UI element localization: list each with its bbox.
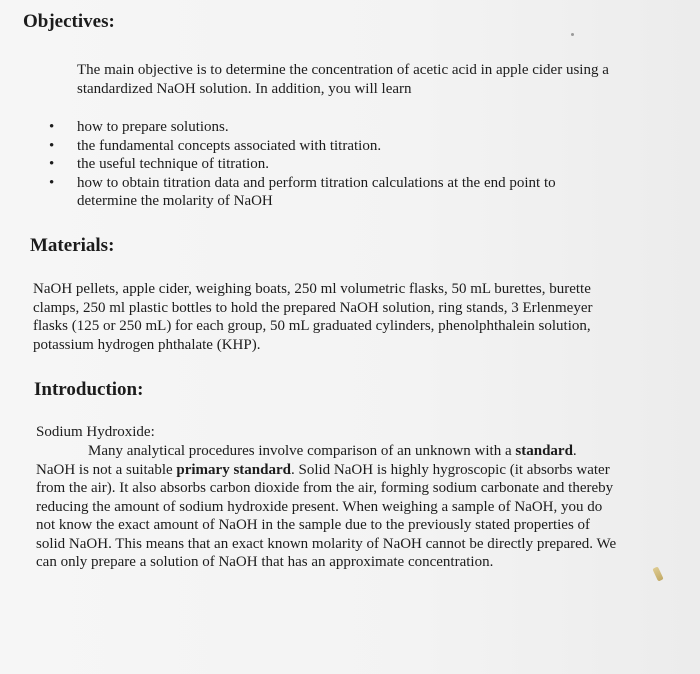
paragraph-text: Many analytical procedures involve comparison of an unknown with a xyxy=(88,443,512,459)
list-item xyxy=(40,174,640,211)
bullet-icon: • xyxy=(49,156,55,172)
bullet-icon: • xyxy=(49,137,55,154)
list-item xyxy=(40,137,640,156)
list-item-text: the useful technique of titration. xyxy=(77,156,270,172)
pencil-mark xyxy=(652,566,663,581)
introduction-paragraph xyxy=(36,442,618,572)
bold-term-primary-standard: primary standard xyxy=(176,461,291,478)
objectives-intro: The main objective is to determine the concentration of acetic acid in apple cider using a standardized NaOH solution. In addition, you will learn xyxy=(77,62,609,97)
paragraph-text: . Solid NaOH is highly hygroscopic (it absorbs water from the air). It also absorbs carbon dioxide from the air, forming sodium carbonate and thereby reducing the amount of sodium hydroxide present. When weighing a sample of NaOH, you do not know the exact amount of NaOH in the sample due to the previously stated properties of solid NaOH. This means that an exact known molarity of NaOH cannot be directly prepared. We can only prepare a solution of NaOH that has an approximate concentration. xyxy=(36,461,617,570)
objectives-list xyxy=(40,118,640,211)
list-item xyxy=(40,118,640,137)
bullet-icon: • xyxy=(49,119,55,135)
materials-heading: Materials: xyxy=(30,235,115,256)
list-item-text: how to prepare solutions. xyxy=(77,119,229,135)
list-item xyxy=(40,155,640,174)
list-item-text: how to obtain titration data and perform titration calculations at the end point to determine the molarity of NaOH xyxy=(77,174,556,209)
speck xyxy=(571,33,574,36)
bold-term-standard: standard xyxy=(515,443,573,459)
objectives-heading: Objectives: xyxy=(23,11,115,32)
bullet-icon: • xyxy=(49,174,55,191)
materials-text: NaOH pellets, apple cider, weighing boats, 250 ml volumetric flasks, 50 mL burettes, burette clamps, 250 ml plastic bottles to hold the prepared NaOH solution, ring stands, 3 Erlenmeyer flasks (125 or 250 mL) for each group, 50 mL graduated cylinders, phenolphthalein solution, potassium hydrogen phthalate (KHP). xyxy=(33,281,593,353)
list-item-text: the fundamental concepts associated with titration. xyxy=(77,137,382,154)
paragraph-text: . NaOH is not a suitable xyxy=(36,443,577,478)
introduction-heading: Introduction: xyxy=(34,379,144,400)
introduction-subheading: Sodium Hydroxide: xyxy=(36,424,155,440)
